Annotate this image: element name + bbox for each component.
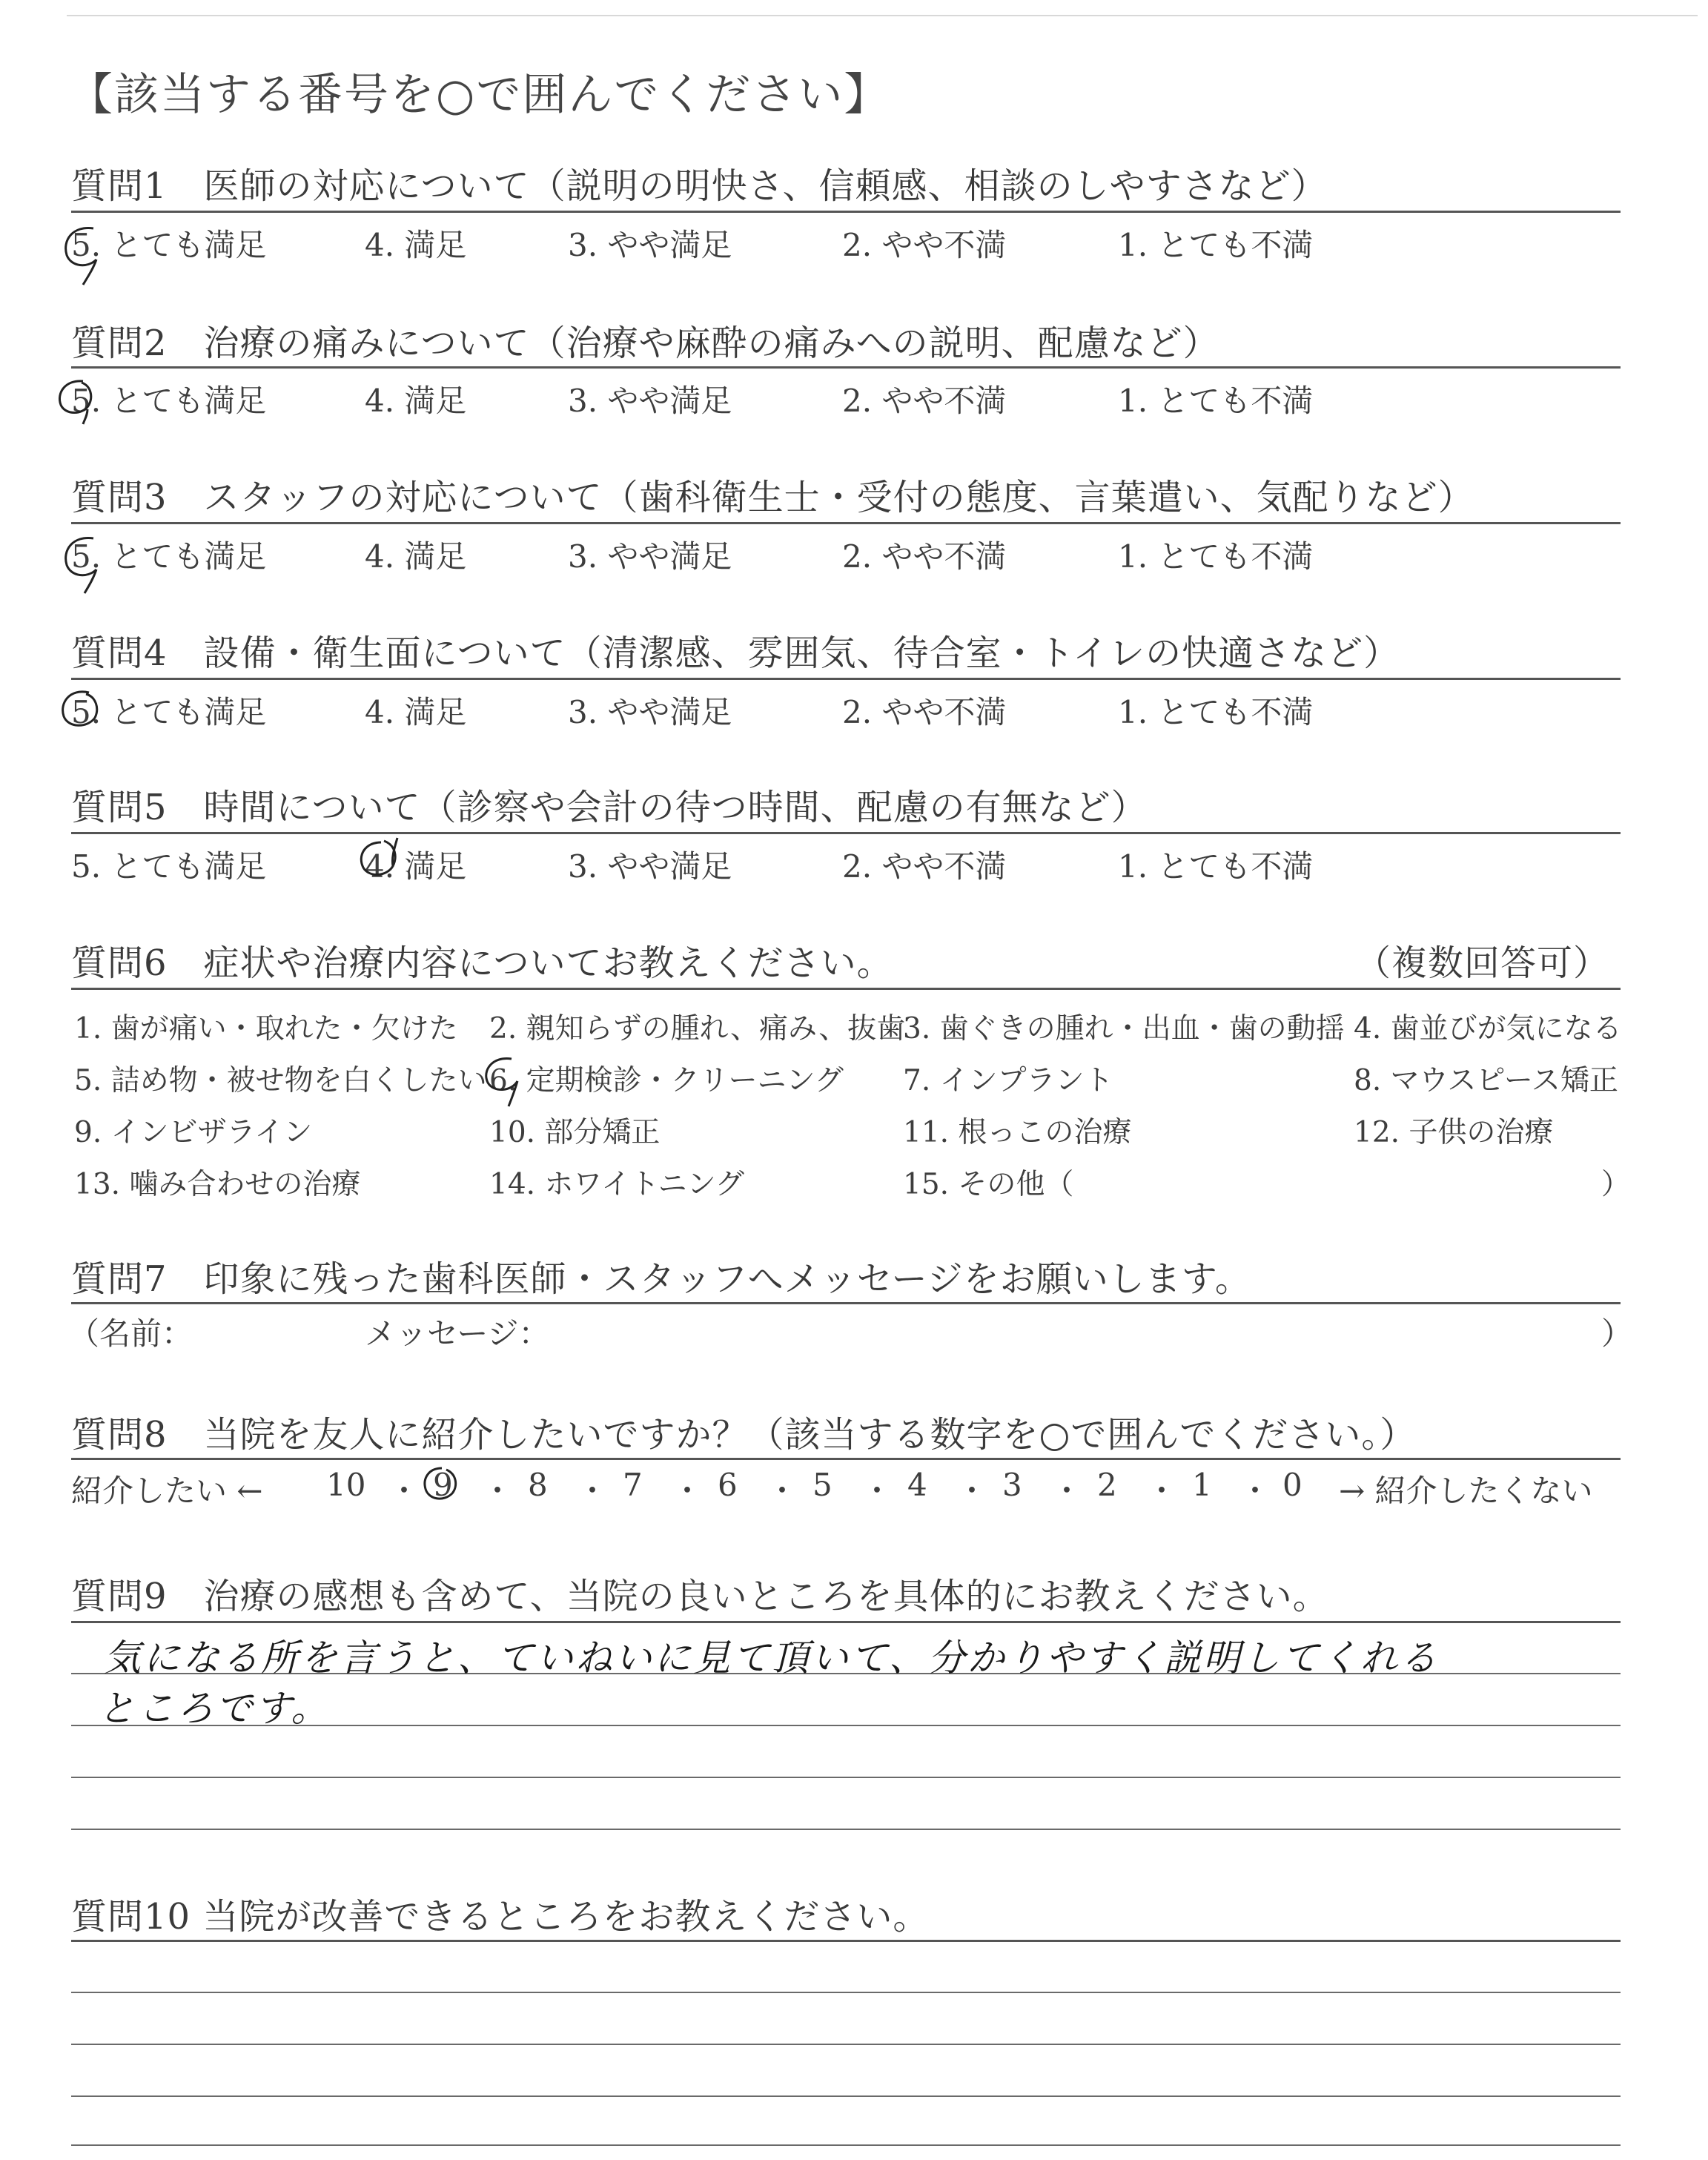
q8-scale-9[interactable]: 9: [433, 1467, 453, 1503]
question-4-rule: [71, 678, 1621, 680]
question-7-rule: [71, 1302, 1621, 1304]
q8-scale-1[interactable]: 1: [1192, 1467, 1212, 1503]
question-2-title: 質問2 治療の痛みについて（治療や麻酔の痛みへの説明、配慮など）: [71, 323, 1219, 364]
q4-option-3[interactable]: 3. やや満足: [568, 694, 732, 730]
q6-option-11[interactable]: 11. 根っこの治療: [903, 1116, 1132, 1149]
q6-hand-circle: [479, 1053, 538, 1112]
top-border: [67, 15, 1698, 16]
q8-dot: ・: [861, 1473, 893, 1509]
question-8-title: 質問8 当院を友人に紹介したいですか？（該当する数字を○で囲んでください。）: [71, 1414, 1417, 1456]
q8-scale-2[interactable]: 2: [1097, 1467, 1117, 1503]
q9-handwritten-answer-line-2: ところです。: [98, 1687, 331, 1730]
question-4-title: 質問4 設備・衛生面について（清潔感、雰囲気、待合室・トイレの快適さなど）: [71, 633, 1400, 674]
q6-option-2[interactable]: 2. 親知らずの腫れ、痛み、抜歯: [489, 1012, 906, 1046]
question-8-rule: [71, 1458, 1621, 1460]
question-10-title: 質問10 当院が改善できるところをお教えください。: [71, 1896, 930, 1938]
question-6-note: （複数回答可）: [1355, 942, 1610, 984]
q3-option-4[interactable]: 4. 満足: [365, 538, 467, 575]
q3-hand-circle: [58, 532, 117, 599]
q7-close: ）: [1601, 1315, 1633, 1352]
q2-hand-circle: [53, 377, 105, 429]
question-1-title: 質問1 医師の対応について（説明の明快さ、信頼感、相談のしやすさなど）: [71, 165, 1328, 207]
q6-option-5[interactable]: 5. 詰め物・被せ物を白くしたい: [74, 1064, 487, 1097]
question-6-rule: [71, 988, 1621, 990]
q10-writing-line: [71, 2144, 1621, 2146]
q9-writing-line: [71, 1829, 1621, 1830]
q8-dot: ・: [577, 1473, 609, 1509]
q10-writing-line: [71, 2044, 1621, 2045]
q10-writing-line: [71, 2095, 1621, 2097]
question-7-title: 質問7 印象に残った歯科医師・スタッフへメッセージをお願いします。: [71, 1258, 1251, 1300]
q3-option-2[interactable]: 2. やや不満: [842, 538, 1007, 575]
question-3-title: 質問3 スタッフの対応について（歯科衛生士・受付の態度、言葉遣い、気配りなど）: [71, 477, 1474, 518]
q3-option-1[interactable]: 1. とても不満: [1118, 538, 1314, 575]
q8-scale-0[interactable]: 0: [1282, 1467, 1302, 1503]
q6-option-8[interactable]: 8. マウスピース矯正: [1354, 1064, 1618, 1097]
q10-writing-line: [71, 1992, 1621, 1993]
q4-option-5[interactable]: 5. とても満足: [71, 694, 267, 730]
q9-handwritten-answer-line-1: 気になる所を言うと、ていねいに見て頂いて、分かりやすく説明してくれる: [104, 1636, 1439, 1680]
q6-option-13[interactable]: 13. 噛み合わせの治療: [74, 1168, 361, 1201]
q6-option-6[interactable]: 6. 定期検診・クリーニング: [489, 1064, 844, 1097]
q1-option-1[interactable]: 1. とても不満: [1118, 227, 1314, 263]
q8-scale-3[interactable]: 3: [1002, 1467, 1022, 1503]
q5-hand-circle: [354, 830, 414, 890]
q4-option-2[interactable]: 2. やや不満: [842, 694, 1007, 730]
question-6-title: 質問6 症状や治療内容についてお教えください。: [71, 942, 893, 984]
q1-option-4[interactable]: 4. 満足: [365, 227, 467, 263]
q2-option-4[interactable]: 4. 満足: [365, 383, 467, 419]
q6-option-12[interactable]: 12. 子供の治療: [1354, 1116, 1554, 1149]
q6-option-4[interactable]: 4. 歯並びが気になる: [1354, 1012, 1622, 1046]
q8-dot: ・: [1146, 1473, 1178, 1509]
q6-option-15-close: ）: [1601, 1168, 1631, 1201]
q1-hand-circle: [58, 222, 117, 289]
q7-name-label: （名前：: [68, 1315, 193, 1352]
q4-hand-circle: [56, 687, 108, 739]
q8-scale-7[interactable]: 7: [623, 1467, 643, 1503]
q6-option-14[interactable]: 14. ホワイトニング: [489, 1168, 744, 1201]
question-9-rule: [71, 1621, 1621, 1623]
q8-dot: ・: [388, 1473, 420, 1509]
q1-option-2[interactable]: 2. やや不満: [842, 227, 1007, 263]
q5-option-5[interactable]: 5. とても満足: [71, 848, 267, 885]
q5-option-2[interactable]: 2. やや不満: [842, 848, 1007, 885]
q8-scale-10[interactable]: 10: [326, 1467, 366, 1503]
q1-option-5[interactable]: 5. とても満足: [71, 227, 267, 263]
q2-option-1[interactable]: 1. とても不満: [1118, 383, 1314, 419]
question-3-rule: [71, 522, 1621, 524]
q1-option-3[interactable]: 3. やや満足: [568, 227, 732, 263]
q8-scale-5[interactable]: 5: [812, 1467, 833, 1503]
q7-message-label: メッセージ：: [365, 1315, 550, 1352]
q8-left-label: 紹介したい ←: [71, 1473, 263, 1509]
question-1-rule: [71, 211, 1621, 213]
q6-option-3[interactable]: 3. 歯ぐきの腫れ・出血・歯の動揺: [903, 1012, 1345, 1046]
q8-right-label: → 紹介したくない: [1339, 1473, 1593, 1509]
q9-writing-line: [71, 1777, 1621, 1778]
q8-hand-circle: [420, 1464, 464, 1508]
q2-option-5[interactable]: 5. とても満足: [71, 383, 267, 419]
q3-option-3[interactable]: 3. やや満足: [568, 538, 732, 575]
question-5-rule: [71, 832, 1621, 834]
question-2-rule: [71, 366, 1621, 369]
q4-option-1[interactable]: 1. とても不満: [1118, 694, 1314, 730]
question-10-rule: [71, 1940, 1621, 1942]
q6-option-7[interactable]: 7. インプラント: [903, 1064, 1113, 1097]
q3-option-5[interactable]: 5. とても満足: [71, 538, 267, 575]
question-9-title: 質問9 治療の感想も含めて、当院の良いところを具体的にお教えください。: [71, 1576, 1329, 1617]
q8-dot: ・: [767, 1473, 798, 1509]
q8-scale-8[interactable]: 8: [528, 1467, 548, 1503]
q2-option-2[interactable]: 2. やや不満: [842, 383, 1007, 419]
q8-scale-6[interactable]: 6: [718, 1467, 738, 1503]
q6-option-9[interactable]: 9. インビザライン: [74, 1116, 313, 1149]
question-5-title: 質問5 時間について（診察や会計の待つ時間、配慮の有無など）: [71, 787, 1148, 828]
q8-dot: ・: [956, 1473, 988, 1509]
q6-option-1[interactable]: 1. 歯が痛い・取れた・欠けた: [74, 1012, 458, 1046]
q5-option-3[interactable]: 3. やや満足: [568, 848, 732, 885]
q6-option-15[interactable]: 15. その他（: [903, 1168, 1074, 1201]
q8-dot: ・: [482, 1473, 514, 1509]
q8-dot: ・: [672, 1473, 704, 1509]
q6-option-10[interactable]: 10. 部分矯正: [489, 1116, 661, 1149]
q5-option-1[interactable]: 1. とても不満: [1118, 848, 1314, 885]
q4-option-4[interactable]: 4. 満足: [365, 694, 467, 730]
q2-option-3[interactable]: 3. やや満足: [568, 383, 732, 419]
q8-dot: ・: [1051, 1473, 1083, 1509]
q8-scale-4[interactable]: 4: [907, 1467, 927, 1503]
q5-option-4[interactable]: 4. 満足: [365, 848, 467, 885]
q8-dot: ・: [1239, 1473, 1271, 1509]
form-header: 【該当する番号を○で囲んでください】: [68, 69, 890, 121]
